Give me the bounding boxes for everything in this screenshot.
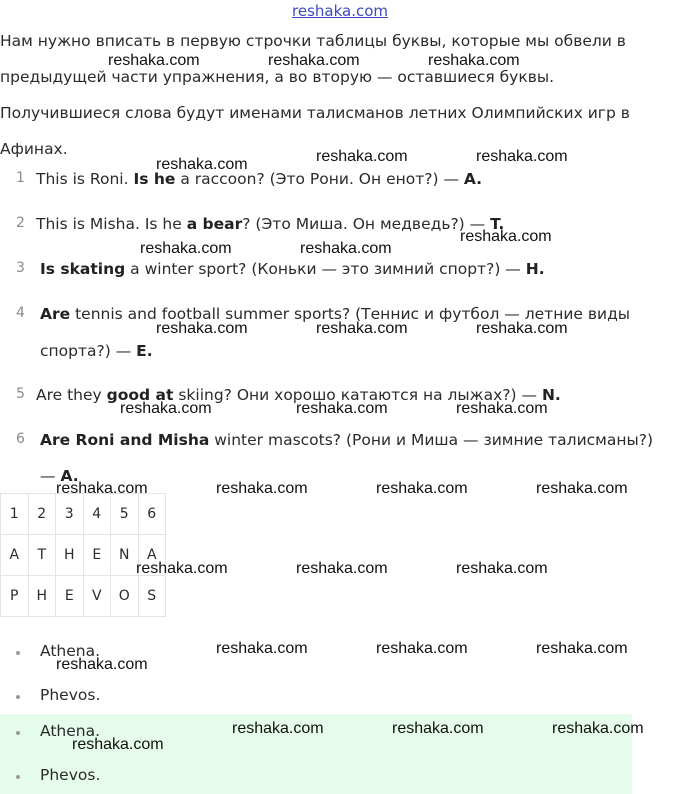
table-cell: H [56,535,84,576]
list-item: Athena. [40,722,101,740]
item-number: 2 [16,215,25,231]
watermark: reshaka.com [376,640,468,657]
item-text: a raccoon? (Это Рони. Он енот?) — [175,170,464,188]
item-number: 3 [16,260,25,276]
table-cell: H [28,576,56,617]
watermark: reshaka.com [316,148,408,165]
watermark: reshaka.com [216,640,308,657]
bullet-dot [16,731,20,735]
watermark: reshaka.com [392,720,484,737]
exercise-item-6 [40,430,653,450]
bullet-dot [16,695,20,699]
list-item: Phevos. [40,686,101,704]
table-row [1,576,166,617]
item-number: 6 [16,431,25,447]
watermark: reshaka.com [376,480,468,497]
watermark: reshaka.com [460,228,552,245]
watermark: reshaka.com [476,148,568,165]
watermark: reshaka.com [300,240,392,257]
watermark: reshaka.com [56,656,148,673]
table-cell: V [83,576,111,617]
watermark: reshaka.com [316,320,408,337]
table-cell: 3 [56,494,84,535]
item-number: 5 [16,386,25,402]
list-item: Phevos. [40,766,101,784]
watermark: reshaka.com [456,560,548,577]
table-cell: 5 [111,494,139,535]
bullet-dot [16,651,20,655]
intro-line-1: Нам нужно вписать в первую строчки таблицы буквы, которые мы обвели в [0,32,626,50]
watermark: reshaka.com [140,240,232,257]
table-cell: N [111,535,139,576]
exercise-item-1 [36,169,482,189]
item-bold: Are [40,305,71,323]
intro-line-3: Получившиеся слова будут именами талисманов летних Олимпийских игр в [0,104,630,122]
table-cell: P [1,576,29,617]
item-text: a winter sport? (Коньки — это зимний спорт?) — [125,260,526,278]
table-cell: O [111,576,139,617]
item-text: — [40,467,61,485]
table-cell: E [83,535,111,576]
item-text: This is Roni. [36,170,134,188]
watermark: reshaka.com [72,736,164,753]
item-text: This is Misha. Is he [36,215,187,233]
exercise-item-4-cont [40,341,153,361]
watermark: reshaka.com [216,480,308,497]
watermark: reshaka.com [136,560,228,577]
item-letter: A. [60,467,79,485]
watermark: reshaka.com [456,400,548,417]
exercise-item-3 [40,259,545,279]
watermark: reshaka.com [156,156,248,173]
watermark: reshaka.com [536,480,628,497]
table-cell: 6 [138,494,166,535]
item-letter: E. [136,342,153,360]
item-letter: A. [463,170,483,188]
item-number: 1 [16,170,25,186]
watermark: reshaka.com [536,640,628,657]
item-letter: T. [490,215,505,233]
watermark: reshaka.com [108,52,200,69]
item-bold: good at [106,386,174,404]
intro-line-4: Афинах. [0,140,68,158]
item-letter: N. [541,386,561,404]
table-cell: A [1,535,29,576]
item-text: ? (Это Миша. Он медведь?) — [242,215,491,233]
table-cell: 2 [28,494,56,535]
letters-table [0,493,166,617]
watermark: reshaka.com [232,720,324,737]
watermark: reshaka.com [56,480,148,497]
item-bold: Are Roni and Misha [40,431,210,449]
table-cell: E [56,576,84,617]
item-number: 4 [16,305,25,321]
item-bold: Is skating [40,260,126,278]
watermark: reshaka.com [268,52,360,69]
item-bold: Is he [133,170,176,188]
watermark: reshaka.com [296,400,388,417]
watermark: reshaka.com [156,320,248,337]
item-letter: H. [525,260,545,278]
item-text: спорта?) — [40,342,137,360]
table-cell: A [138,535,166,576]
exercise-item-2 [36,214,504,234]
table-cell: 1 [1,494,29,535]
item-text: skiing? Они хорошо катаются на лыжах?) — [173,386,542,404]
item-text: winter mascots? (Рони и Миша — зимние талисманы?) [209,431,654,449]
intro-line-2: предыдущей части упражнения, а во вторую — оставшиеся буквы. [0,68,555,86]
watermark: reshaka.com [476,320,568,337]
bullet-dot [16,775,20,779]
table-cell: S [138,576,166,617]
item-bold: a bear [186,215,243,233]
watermark: reshaka.com [296,560,388,577]
table-cell: T [28,535,56,576]
item-text: tennis and football summer sports? (Теннис и футбол — летние виды [70,305,631,323]
watermark: reshaka.com [428,52,520,69]
watermark: reshaka.com [120,400,212,417]
header-site-link[interactable]: reshaka.com [292,2,388,20]
list-item: Athena. [40,642,101,660]
table-row [1,494,166,535]
item-text: Are they [36,386,107,404]
watermark: reshaka.com [552,720,644,737]
table-cell: 4 [83,494,111,535]
